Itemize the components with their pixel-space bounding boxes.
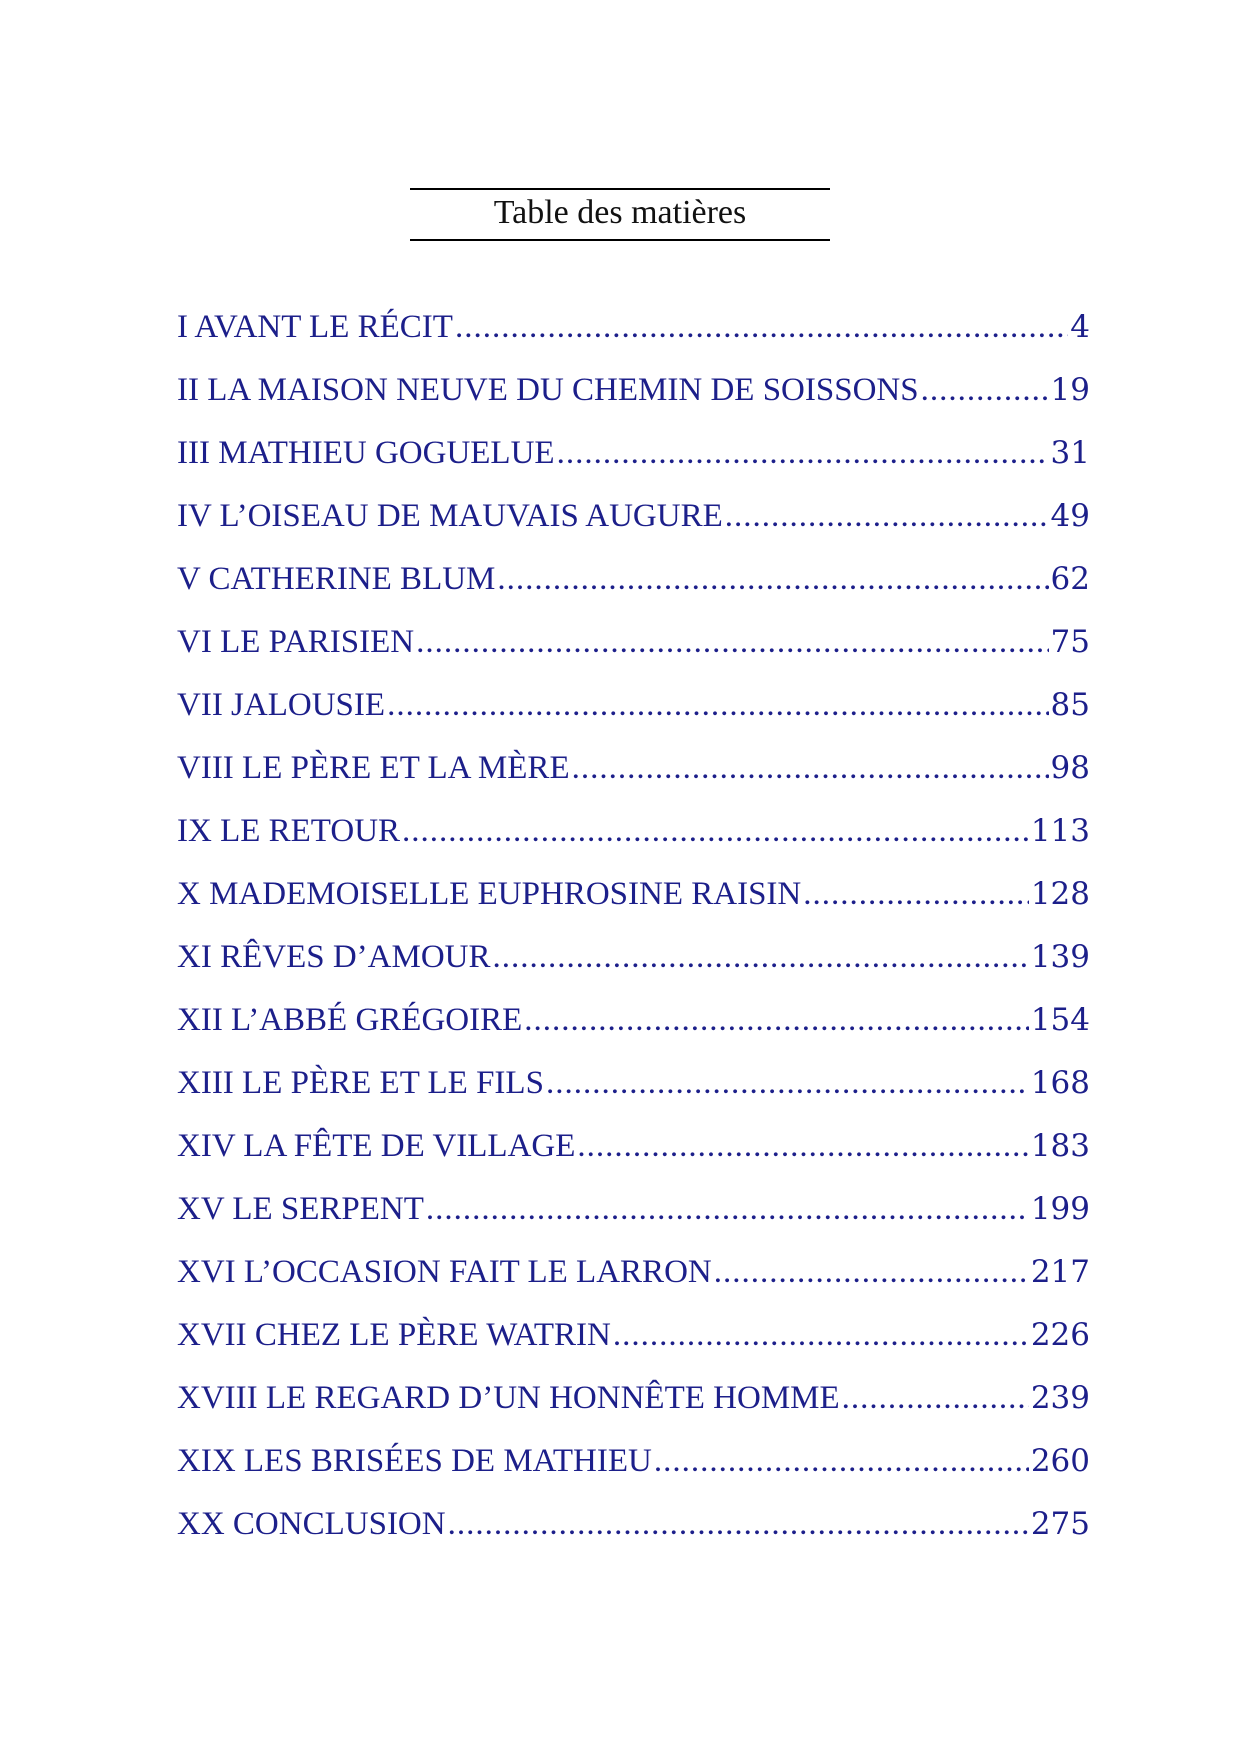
- toc-page-number[interactable]: 217: [1030, 1254, 1090, 1290]
- toc-entry-label[interactable]: XIX LES BRISÉES DE MATHIEU: [177, 1443, 652, 1479]
- toc-dot-leader: [613, 1315, 1029, 1355]
- toc-page-number[interactable]: 4: [1070, 309, 1090, 345]
- toc-page-number[interactable]: 98: [1050, 750, 1090, 786]
- toc-entry-label[interactable]: VIII LE PÈRE ET LA MÈRE: [177, 750, 570, 786]
- toc-page-number[interactable]: 113: [1030, 813, 1090, 849]
- toc-entry-label[interactable]: XIV LA FÊTE DE VILLAGE: [177, 1128, 576, 1164]
- toc-entry[interactable]: [177, 1504, 1090, 1567]
- toc-dot-leader: [426, 1189, 1029, 1229]
- toc-list: [177, 307, 1090, 1567]
- toc-page-number[interactable]: 275: [1030, 1506, 1090, 1542]
- toc-entry[interactable]: [177, 1063, 1090, 1126]
- toc-title-block: [410, 188, 830, 241]
- toc-entry[interactable]: [177, 1126, 1090, 1189]
- toc-entry-label[interactable]: XVII CHEZ LE PÈRE WATRIN: [177, 1317, 611, 1353]
- toc-page-number[interactable]: 75: [1050, 624, 1090, 660]
- toc-entry[interactable]: [177, 1441, 1090, 1504]
- toc-entry-label[interactable]: XVIII LE REGARD D’UN HONNÊTE HOMME: [177, 1380, 840, 1416]
- toc-entry-label[interactable]: XI RÊVES D’AMOUR: [177, 939, 491, 975]
- toc-entry-label[interactable]: VII JALOUSIE: [177, 687, 386, 723]
- toc-page-number[interactable]: 239: [1030, 1380, 1090, 1416]
- toc-dot-leader: [455, 307, 1068, 347]
- toc-page-number[interactable]: 168: [1030, 1065, 1090, 1101]
- toc-entry[interactable]: [177, 370, 1090, 433]
- toc-entry[interactable]: [177, 1378, 1090, 1441]
- page-title: Table des matières: [493, 194, 747, 231]
- toc-entry[interactable]: [177, 307, 1090, 370]
- toc-entry[interactable]: [177, 1252, 1090, 1315]
- toc-dot-leader: [546, 1063, 1029, 1103]
- toc-page-number[interactable]: 199: [1030, 1191, 1090, 1227]
- toc-dot-leader: [572, 748, 1049, 788]
- toc-dot-leader: [402, 811, 1029, 851]
- toc-entry[interactable]: [177, 559, 1090, 622]
- toc-dot-leader: [416, 622, 1048, 662]
- toc-entry-label[interactable]: IX LE RETOUR: [177, 813, 401, 849]
- toc-entry-label[interactable]: X MADEMOISELLE EUPHROSINE RAISIN: [177, 876, 802, 912]
- toc-page-number[interactable]: 183: [1030, 1128, 1090, 1164]
- toc-entry[interactable]: [177, 748, 1090, 811]
- toc-entry-label[interactable]: XV LE SERPENT: [177, 1191, 424, 1227]
- toc-dot-leader: [497, 559, 1048, 599]
- toc-page-number[interactable]: 139: [1030, 939, 1090, 975]
- toc-entry-label[interactable]: XX CONCLUSION: [177, 1506, 446, 1542]
- toc-dot-leader: [493, 937, 1029, 977]
- toc-entry-label[interactable]: XVI L’OCCASION FAIT LE LARRON: [177, 1254, 712, 1290]
- toc-entry[interactable]: [177, 433, 1090, 496]
- toc-entry[interactable]: [177, 622, 1090, 685]
- toc-page-number[interactable]: 62: [1050, 561, 1090, 597]
- toc-entry-label[interactable]: IV L’OISEAU DE MAUVAIS AUGURE: [177, 498, 723, 534]
- toc-dot-leader: [803, 874, 1029, 914]
- toc-entry-label[interactable]: VI LE PARISIEN: [177, 624, 415, 660]
- toc-dot-leader: [557, 433, 1049, 473]
- toc-dot-leader: [577, 1126, 1028, 1166]
- toc-page-number[interactable]: 260: [1030, 1443, 1090, 1479]
- toc-entry[interactable]: [177, 937, 1090, 1000]
- toc-entry[interactable]: [177, 874, 1090, 937]
- toc-entry[interactable]: [177, 1000, 1090, 1063]
- toc-entry-label[interactable]: XIII LE PÈRE ET LE FILS: [177, 1065, 544, 1101]
- toc-entry[interactable]: [177, 1315, 1090, 1378]
- toc-entry[interactable]: [177, 811, 1090, 874]
- toc-page-number[interactable]: 128: [1030, 876, 1090, 912]
- toc-page-number[interactable]: 31: [1050, 435, 1090, 471]
- toc-dot-leader: [448, 1504, 1029, 1544]
- toc-entry-label[interactable]: I AVANT LE RÉCIT: [177, 309, 453, 345]
- toc-page-number[interactable]: 226: [1030, 1317, 1090, 1353]
- toc-entry-label[interactable]: III MATHIEU GOGUELUE: [177, 435, 555, 471]
- toc-dot-leader: [387, 685, 1048, 725]
- toc-entry-label[interactable]: XII L’ABBÉ GRÉGOIRE: [177, 1002, 523, 1038]
- toc-entry[interactable]: [177, 1189, 1090, 1252]
- toc-dot-leader: [714, 1252, 1029, 1292]
- toc-page-number[interactable]: 49: [1050, 498, 1090, 534]
- toc-dot-leader: [654, 1441, 1029, 1481]
- toc-entry[interactable]: [177, 685, 1090, 748]
- toc-entry-label[interactable]: II LA MAISON NEUVE DU CHEMIN DE SOISSONS: [177, 372, 919, 408]
- toc-dot-leader: [725, 496, 1049, 536]
- toc-entry-label[interactable]: V CATHERINE BLUM: [177, 561, 496, 597]
- toc-page-number[interactable]: 154: [1030, 1002, 1090, 1038]
- toc-page-number[interactable]: 85: [1050, 687, 1090, 723]
- toc-dot-leader: [842, 1378, 1029, 1418]
- toc-dot-leader: [921, 370, 1049, 410]
- toc-page-number[interactable]: 19: [1050, 372, 1090, 408]
- toc-entry[interactable]: [177, 496, 1090, 559]
- toc-dot-leader: [524, 1000, 1029, 1040]
